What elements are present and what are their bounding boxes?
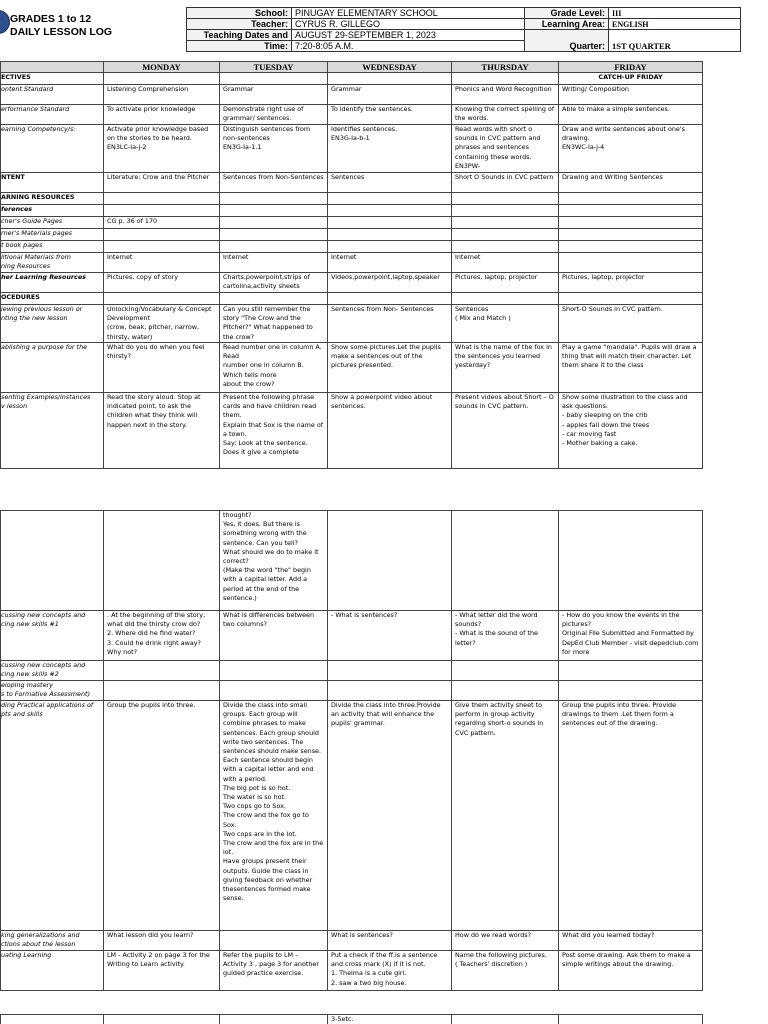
evaluating-cell: Post some drawing. Ask them to make a simple writings about the drawing.: [559, 951, 703, 991]
discussing-1-cell: - What letter did the word sounds? - What is the sound of the letter?: [452, 611, 559, 661]
reviewing-label: iewing previous lesson or nting the new lesson: [1, 305, 104, 343]
teachers-guide-cell: [559, 217, 703, 229]
reviewing-cell: Sentences from Non- Sentences: [328, 305, 452, 343]
quarter-value: 1ST QUARTER: [609, 30, 741, 52]
generalizations-label: king generalizations and ctions about the lesson: [1, 931, 104, 951]
additional-materials-cell: Internet: [328, 253, 452, 273]
performance-standard-cell: Able to make a simple sentences.: [559, 105, 703, 125]
reviewing-cell: Can you still remember the story "The Crow and the Pitcher?" What happened to the crow?: [220, 305, 328, 343]
discussing-1-cell: - What is sentences?: [328, 611, 452, 661]
day-header-tuesday: TUESDAY: [220, 62, 328, 73]
teachers-guide-cell: [452, 217, 559, 229]
references-label: ferences: [1, 205, 104, 217]
evaluating-label: uating Learning: [1, 951, 104, 991]
discussing-skills-1-label: cussing new concepts and cing new skills #1: [1, 611, 104, 661]
deped-seal-icon: [0, 10, 10, 34]
header-info-table: [186, 7, 741, 52]
other-resources-cell: Pictures, copy of story: [104, 273, 220, 293]
time-value: 7:20-8:05 A.M.: [292, 41, 525, 52]
textbook-pages-label: t book pages: [1, 241, 104, 253]
content-cell: Short O Sounds in CVC pattern: [452, 173, 559, 193]
teachers-guide-cell: [328, 217, 452, 229]
teachers-guide-cell: [220, 217, 328, 229]
generalizations-cell: How do we read words?: [452, 931, 559, 951]
additional-materials-cell: Internet: [220, 253, 328, 273]
lesson-table-part2: [0, 510, 703, 991]
lesson-table-part3: [0, 1014, 703, 1024]
content-cell: Drawing and Writing Sentences: [559, 173, 703, 193]
day-header-thursday: THURSDAY: [452, 62, 559, 73]
reviewing-cell: Sentences ( Mix and Match ): [452, 305, 559, 343]
content-cell: Literature: Crow and the Pitcher: [104, 173, 220, 193]
evaluating-cell: Name the following pictures. ( Teachers' discretion ): [452, 951, 559, 991]
grade-level-label: Grade Level:: [525, 8, 609, 19]
performance-standard-cell: Demonstrate right use of grammar/ sentences.: [220, 105, 328, 125]
content-cell: Sentences: [328, 173, 452, 193]
presenting-cell: Present videos about Short – O sounds in CVC pattern.: [452, 393, 559, 469]
practical-cell: Group the pupils into three.: [104, 701, 220, 931]
practical-applications-label: ding Practical applications of pts and skills: [1, 701, 104, 931]
evaluating-cell: LM - Activity 2 on page 3 for the Writing to Learn activity.: [104, 951, 220, 991]
catch-up-friday-note: CATCH-UP FRIDAY: [559, 73, 703, 85]
content-standard-label: ontent Standard: [1, 85, 104, 105]
practical-cell: Divide the class into small groups. Each group will combine phrases to make sentences. Each group should write two sentences. The sentences should make sense. Each sentence should begin with a capital letter and end with a period. The big pot is so hot. The water is so hot. Two cops go to Sox. The crow and the fox go to Sox. Two cops are in the lot. The crow and the fox are in the lot. Have groups present their outputs. Guide the class in giving feedback on whether thesentences formed make sense.: [220, 701, 328, 931]
discussing-skills-2-label: cussing new concepts and cing new skills #2: [1, 661, 104, 681]
additional-materials-cell: Internet: [104, 253, 220, 273]
teachers-guide-cell: CG p. 36 of 170: [104, 217, 220, 229]
competency-cell: Activate prior knowledge based on the stories to be heard. EN3LC-Ia-j-2: [104, 125, 220, 173]
content-label: NTENT: [1, 173, 104, 193]
purpose-cell: Play a game "mandala". Pupils will draw a thing that will match their character. Let them share it to the class: [559, 343, 703, 393]
generalizations-cell: What is sentences?: [328, 931, 452, 951]
practical-cell: Group the pupils into three. Provide drawings to them .Let them form a sentences out of the drawing.: [559, 701, 703, 931]
purpose-cell: Read number one in column A. Read number one in column B. Which tells more about the crow?: [220, 343, 328, 393]
school-label: School:: [187, 8, 292, 19]
presenting-cell: Read the story aloud. Stop at indicated point, to ask the children what they think will happen next in the story.: [104, 393, 220, 469]
purpose-cell: What do you do when you feel thirsty?: [104, 343, 220, 393]
other-resources-cell: Pictures, laptop, projector: [452, 273, 559, 293]
time-label: Time:: [187, 41, 292, 52]
content-standard-cell: Phonics and Word Recognition: [452, 85, 559, 105]
day-header-wednesday: WEDNESDAY: [328, 62, 452, 73]
learning-area-label: Learning Area:: [525, 19, 609, 30]
day-header-monday: MONDAY: [104, 62, 220, 73]
generalizations-cell: What lesson did you learn?: [104, 931, 220, 951]
evaluating-cell: Refer the pupils to LM – Activity 3 , page 3 for another guided practice exercise.: [220, 951, 328, 991]
additional-materials-cell: Internet: [452, 253, 559, 273]
content-standard-cell: Grammar: [220, 85, 328, 105]
other-resources-label: her Learning Resources: [1, 273, 104, 293]
teacher-value: CYRUS R. GILLEGO: [292, 19, 525, 30]
purpose-cell: Show some pictures.Let the pupils make a sentences out of the pictures presented.: [328, 343, 452, 393]
reviewing-cell: Unlocking/Vocabulary & Concept Development (crow, beak, pitcher, narrow, thirsty, water): [104, 305, 220, 343]
learning-area-value: ENGLISH: [609, 19, 741, 30]
evaluating-cell: Put a check if the ff.is a sentence and cross mark (X) if it is not. 1. Thelma is a cute girl. 2. saw a two big house.: [328, 951, 452, 991]
performance-standard-cell: To activate prior knowledge: [104, 105, 220, 125]
discussing-1-cell: . At the beginning of the story, what did the thirsty crow do? 2. Where did he find water? 3. Could he drink right away? Why not?: [104, 611, 220, 661]
teaching-dates-value: AUGUST 29-SEPTEMBER 1, 2023: [292, 30, 525, 41]
competency-cell: Draw and write sentences about one's drawing. EN3WC-Ia-j-4: [559, 125, 703, 173]
learners-materials-label: rner's Materials pages: [1, 229, 104, 241]
competency-label: earning Competency/s:: [1, 125, 104, 173]
competency-cell: Read words with short o sounds in CVC pattern and phrases and sentences containing these words. EN3PW-: [452, 125, 559, 173]
generalizations-cell: What did you learned today?: [559, 931, 703, 951]
corner-cell: [1, 62, 104, 73]
content-cell: Sentences from Non-Sentences: [220, 173, 328, 193]
teacher-label: Teacher:: [187, 19, 292, 30]
discussing-1-cell: - How do you know the events in the pictures? Original File Submitted and Formatted by DepEd Club Member - visit depedclub.com for more: [559, 611, 703, 661]
purpose-cell: What is the name of the fox in the sentences you learned yesterday?: [452, 343, 559, 393]
generalizations-cell: [220, 931, 328, 951]
teaching-dates-label: Teaching Dates and: [187, 30, 292, 41]
other-resources-cell: Charts,powerpoint,strips of cartolina,activity sheets: [220, 273, 328, 293]
practical-cell: Divide the class into three.Provide an activity that will enhance the pupils' grammar.: [328, 701, 452, 931]
competency-cell: Identifies sentences. EN3G-Ia-b-1: [328, 125, 452, 173]
other-resources-cell: Videos,powerpoint,laptop,speaker: [328, 273, 452, 293]
additional-materials-label: litional Materials from ning Resources: [1, 253, 104, 273]
other-resources-cell: Pictures, laptop, projector: [559, 273, 703, 293]
quarter-label: Quarter:: [525, 30, 609, 52]
performance-standard-label: erformance Standard: [1, 105, 104, 125]
presenting-cell: Present the following phrase cards and have children read them. Explain that Sox is the name of a town. Say: Look at the sentence. Does it give a complete: [220, 393, 328, 469]
learning-resources-label: ARNING RESOURCES: [1, 193, 104, 205]
additional-materials-cell: [559, 253, 703, 273]
presenting-label: senting Examples/instances v lesson: [1, 393, 104, 469]
developing-mastery-label: eloping mastery s to Formative Assessment): [1, 681, 104, 701]
procedures-label: OCEDURES: [1, 293, 104, 305]
evaluating-continued-cell: 3-5etc.: [328, 1015, 452, 1024]
grade-level-value: III: [609, 8, 741, 19]
reviewing-cell: Short-O Sounds in CVC pattern.: [559, 305, 703, 343]
objectives-label: ECTIVES: [1, 73, 104, 85]
school-value: PINUGAY ELEMENTARY SCHOOL: [292, 8, 525, 19]
day-header-friday: FRIDAY: [559, 62, 703, 73]
content-standard-cell: Listening Comprehension: [104, 85, 220, 105]
presenting-cell: Show a powerpoint video about sentences.: [328, 393, 452, 469]
content-standard-cell: Grammar: [328, 85, 452, 105]
performance-standard-cell: To identify the sentences.: [328, 105, 452, 125]
competency-cell: Distinguish sentences from non-sentences EN3G-Ia-1.1: [220, 125, 328, 173]
content-standard-cell: Writing/ Composition: [559, 85, 703, 105]
discussing-1-cell: What is differences between two columns?: [220, 611, 328, 661]
lesson-table-part1: [0, 61, 703, 469]
teachers-guide-label: cher's Guide Pages: [1, 217, 104, 229]
presenting-continued-cell: thought? Yes, it does. But there is something wrong with the sentence. Can you tell? What should we do to make it correct? (Make the word "the" begin with a capital letter. Add a period at the end of the sentence.): [220, 511, 328, 611]
presenting-cell: Show some illustration to the class and ask questions. - baby sleeping on the crib - apples fall down the trees - car moving fast - Mother baking a cake.: [559, 393, 703, 469]
performance-standard-cell: Knowing the correct spelling of the words.: [452, 105, 559, 125]
practical-cell: Give them activity sheet to perform in group activity regarding short-o sounds in CVC pattern.: [452, 701, 559, 931]
purpose-label: ablishing a purpose for the: [1, 343, 104, 393]
document-title: GRADES 1 to 12 DAILY LESSON LOG: [10, 13, 113, 38]
